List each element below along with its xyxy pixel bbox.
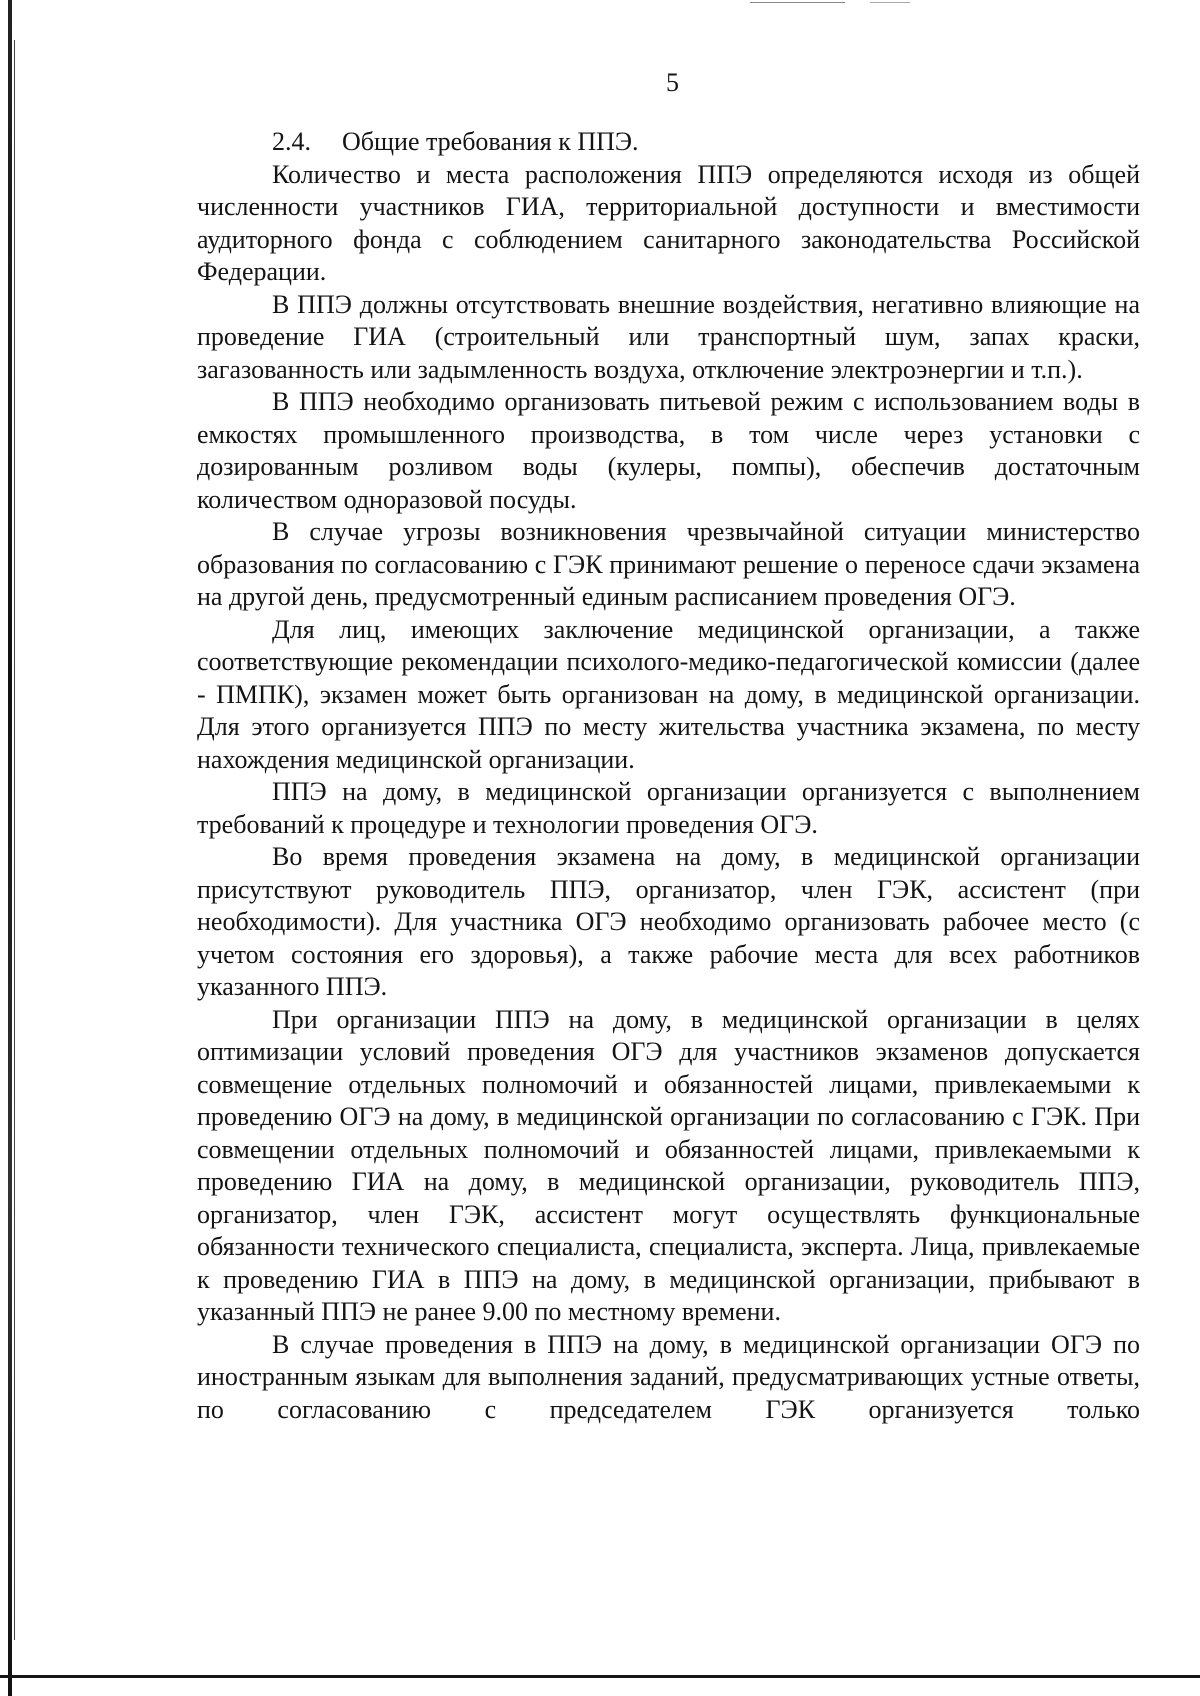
document-body [197,126,1140,1426]
section-heading [197,126,1140,159]
paragraph-home-requirements: ППЭ на дому, в медицинской организации организуется с выполнением требований к процедуре и технологии проведения ОГЭ. [197,777,1140,839]
scan-bottom-edge [0,1675,1200,1678]
page-number: 5 [666,68,679,97]
paragraph-combined-duties: При организации ППЭ на дому, в медицинской организации в целях оптимизации условий проведения ОГЭ для участников экзаменов допускается совмещение отдельных полномочий и обязанностей лицами, привлекаемыми к проведению ОГЭ на дому, в медицинской организации по согласованию с ГЭК. При совмещении отдельных полномочий и обязанностей лицами, привлекаемыми к проведению ГИА на дому, в медицинской организации, руководитель ППЭ, организатор, член ГЭК, ассистент могут осуществлять функциональные обязанности технического специалиста, специалиста, эксперта. Лица, привлекаемые к проведению ГИА в ППЭ на дому, в медицинской организации, прибывают в указанный ППЭ не ранее 9.00 по местному времени. [197,1004,1140,1326]
scan-top-mark-2 [870,2,910,3]
scan-top-mark [750,2,845,3]
paragraph-emergency: В случае угрозы возникновения чрезвычайной ситуации министерство образования по согласованию с ГЭК принимают решение о переносе сдачи экзамена на другой день, предусмотренный единым расписанием проведения ОГЭ. [197,517,1140,611]
paragraph-drinking-regime: В ППЭ необходимо организовать питьевой режим с использованием воды в емкостях промышленного производства, в том числе через установки с дозированным розливом воды (кулеры, помпы), обеспечив достаточным количеством одноразовой посуды. [197,387,1140,514]
paragraph-external-influences: В ППЭ должны отсутствовать внешние воздействия, негативно влияющие на проведение ГИА (строительный или транспортный шум, запах краски, загазованность или задымленность воздуха, отключение электроэнергии и т.п.). [197,289,1140,384]
paragraph-attendees: Во время проведения экзамена на дому, в медицинской организации присутствуют руководитель ППЭ, организатор, член ГЭК, ассистент (при необходимости). Для участника ОГЭ необходимо организовать рабочее место (с учетом состояния его здоровья), а также рабочие места для всех работников указанного ППЭ. [197,842,1140,1001]
section-title: Общие требования к ППЭ. [342,127,639,156]
paragraph-capacity: Количество и места расположения ППЭ определяются исходя из общей численности участников ГИА, территориальной доступности и вместимости аудиторного фонда с соблюдением санитарного законодательства Российской Федерации. [197,159,1140,286]
scan-left-edge-line [14,40,15,1640]
scan-left-edge [8,0,12,1696]
paragraph-foreign-languages: В случае проведения в ППЭ на дому, в медицинской организации ОГЭ по иностранным языкам для выполнения заданий, предусматривающих устные ответы, по согласованию с председателем ГЭК организуется только [197,1329,1140,1424]
section-number: 2.4. [272,127,311,156]
paragraph-home-exam: Для лиц, имеющих заключение медицинской организации, а также соответствующие рекомендации психолого-медико-педагогической комиссии (далее - ПМПК), экзамен может быть организован на дому, в медицинской организации. Для этого организуется ППЭ по месту жительства участника экзамена, по месту нахождения медицинской организации. [197,614,1140,774]
